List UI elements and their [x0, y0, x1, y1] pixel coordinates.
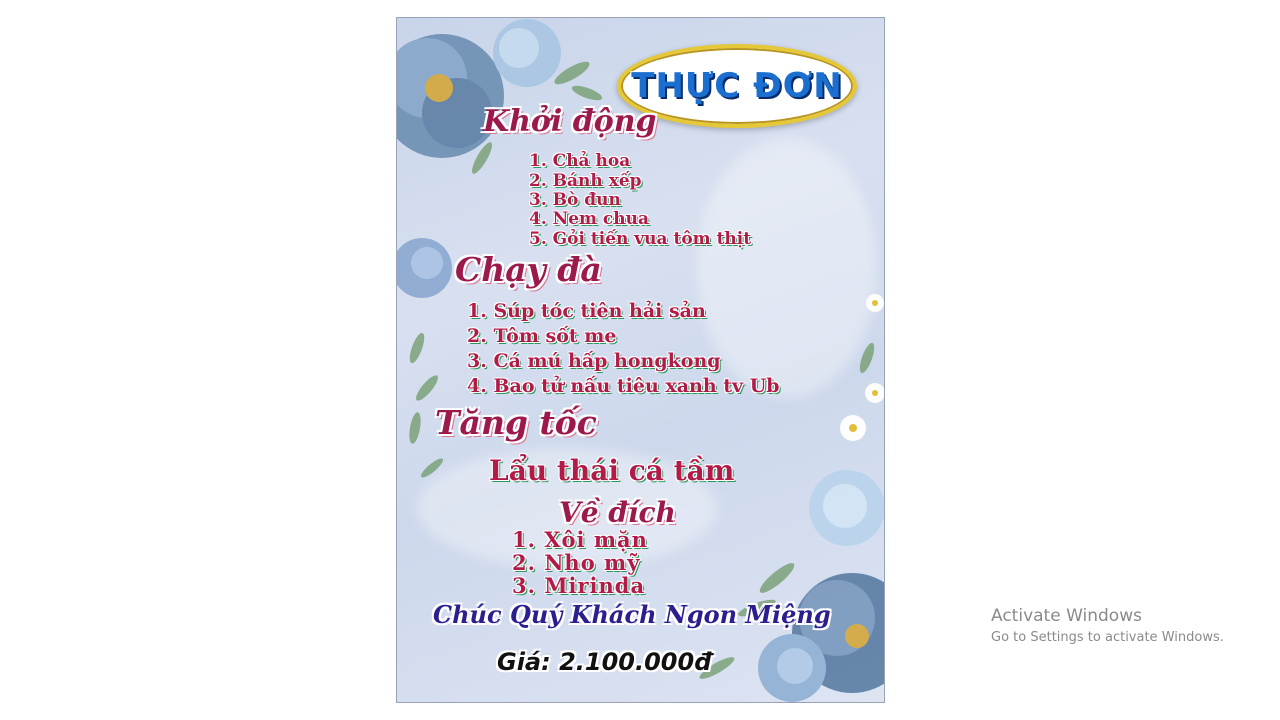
menu-item: 1. Súp tóc tiên hải sản: [467, 300, 706, 322]
section-heading-ve-dich: Về đích: [559, 496, 676, 529]
watermark-subtitle: Go to Settings to activate Windows.: [991, 630, 1224, 645]
section-heading-chay-da: Chạy đà: [455, 250, 602, 289]
menu-item: 2. Bánh xếp: [529, 171, 642, 191]
menu-poster: [396, 17, 885, 703]
menu-title: THỰC ĐƠN: [631, 66, 843, 106]
greeting-text: Chúc Quý Khách Ngon Miệng: [433, 600, 831, 629]
menu-item: 1. Xôi mặn: [512, 527, 648, 552]
activate-windows-watermark: [991, 606, 1224, 645]
menu-item: 3. Cá mú hấp hongkong: [467, 350, 721, 372]
menu-item: 4. Bao tử nấu tiêu xanh tv Ub: [467, 375, 780, 397]
price-text: Giá: 2.100.000đ: [497, 648, 712, 676]
section-heading-tang-toc: Tăng tốc: [435, 403, 597, 442]
section-heading-khoi-dong: Khởi động: [483, 104, 657, 139]
menu-item: 3. Mirinda: [512, 573, 646, 598]
menu-item: 2. Tôm sốt me: [467, 325, 617, 347]
menu-item: 4. Nem chua: [529, 209, 650, 229]
menu-item: 5. Gỏi tiến vua tôm thịt: [529, 229, 752, 249]
menu-item: 3. Bò đun: [529, 190, 621, 210]
watermark-title: Activate Windows: [991, 606, 1142, 626]
menu-item: 2. Nho mỹ: [512, 550, 641, 575]
menu-item-main-course: Lẩu thái cá tầm: [489, 454, 735, 487]
menu-item: 1. Chả hoa: [529, 151, 631, 171]
